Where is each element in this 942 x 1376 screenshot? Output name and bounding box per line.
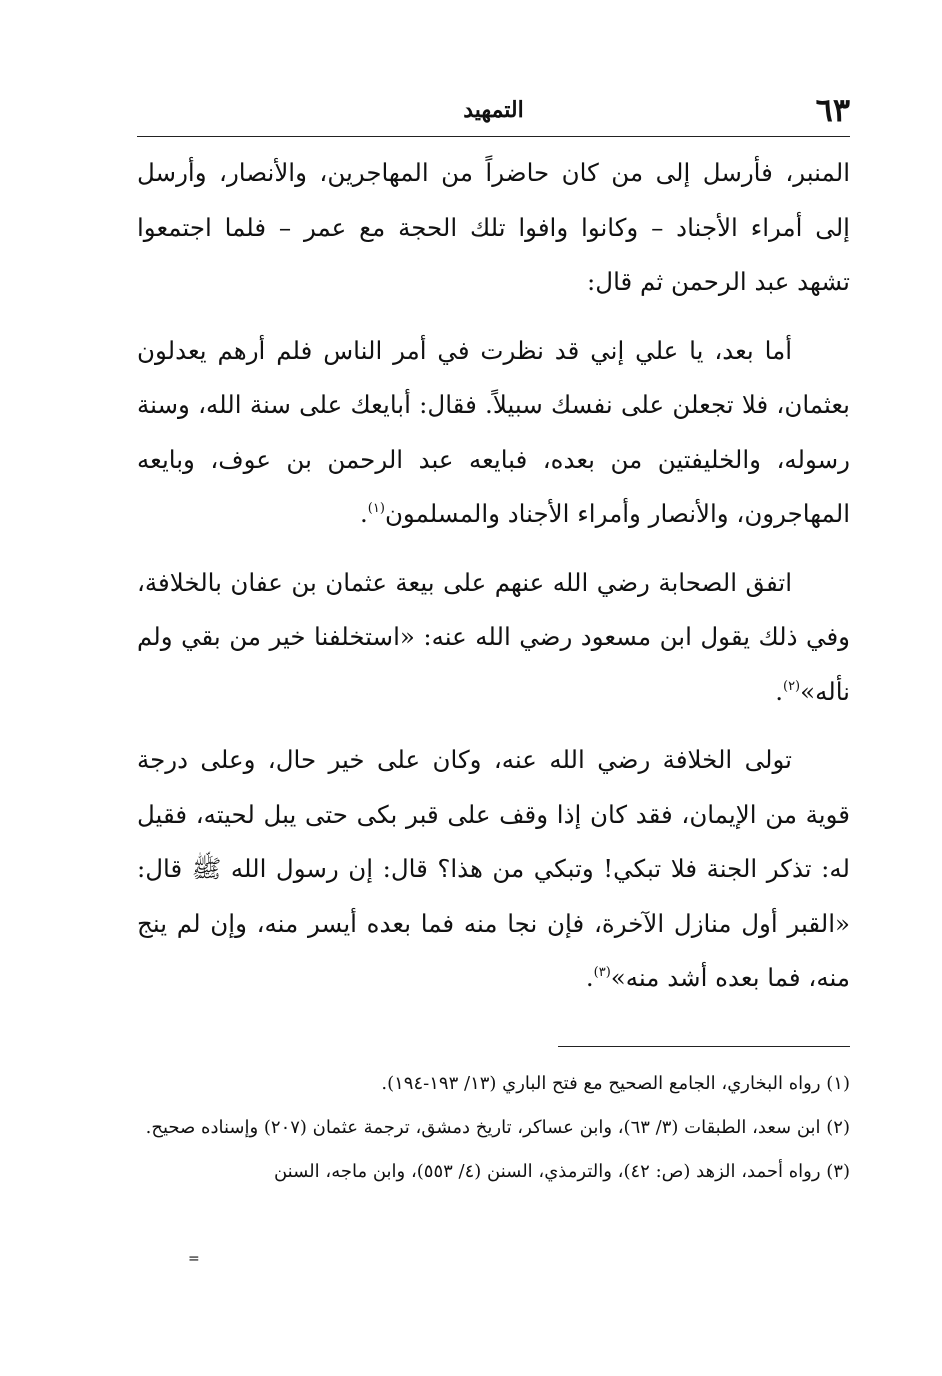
page-header (137, 88, 850, 137)
footnote-continuation-mark: = (188, 1251, 200, 1267)
paragraph-4-text: تولى الخلافة رضي الله عنه، وكان على خير حال، وعلى درجة قوية من الإيمان، فقد كان إذا وقف على قبر بكى حتى يبل لحيته، فقيل له: تذكر الجنة فلا تبكي! وتبكي من هذا؟ قال: إن رسول الله ﷺ قال: «القبر أول منازل الآخرة، فإن نجا منه فما بعده أيسر منه، وإن لم ينج منه، فما بعده أشد منه» (137, 745, 850, 992)
footnote-ref-2: (٢) (782, 678, 801, 694)
paragraph-1 (137, 146, 850, 310)
paragraph-3-text: اتفق الصحابة رضي الله عنهم على بيعة عثمان بن عفان بالخلافة، وفي ذلك يقول ابن مسعود رضي الله عنه: «استخلفنا خير من بقي ولم نأله» (137, 567, 850, 706)
page-number: ٦٣ (815, 91, 850, 129)
paragraph-1-text: المنبر، فأرسل إلى من كان حاضراً من المهاجرين، والأنصار، وأرسل إلى أمراء الأجناد – وكانوا وافوا تلك الحجة مع عمر – فلما اجتمعوا تشهد عبد الرحمن ثم قال: (137, 158, 850, 296)
paragraph-3 (137, 556, 850, 720)
paragraph-2 (137, 324, 850, 542)
footnote-ref-1: (١) (367, 501, 385, 516)
paragraph-4 (137, 733, 850, 1006)
paragraph-2-text: أما بعد، يا علي إني قد نظرت في أمر الناس فلم أرهم يعدلون بعثمان، فلا تجعلن على نفسك سبيلاً. فقال: أبايعك على سنة الله، وسنة رسوله، والخليفتين من بعده، فبايعه عبد الرحمن بن عوف، وبايعه المهاجرون، والأنصار وأمراء الأجناد والمسلمون (137, 335, 850, 528)
footnote-3: (٣) رواه أحمد، الزهد (ص: ٤٢)، والترمذي، السنن (٤/ ٥٥٣)، وابن ماجه، السنن (273, 1161, 850, 1182)
footnote-separator (558, 1046, 850, 1047)
running-title: التمهيد (463, 97, 524, 123)
footnotes (137, 1062, 850, 1194)
footnote-1: (١) رواه البخاري، الجامع الصحيح مع فتح الباري (١٣/ ١٩٣-١٩٤). (381, 1073, 850, 1094)
footnote-2: (٢) ابن سعد، الطبقات (٣/ ٦٣)، وابن عساكر، تاريخ دمشق، ترجمة عثمان (٢٠٧) وإسناده صحيح. (145, 1117, 850, 1138)
paragraph-4-end: . (585, 963, 594, 992)
paragraph-2-end: . (360, 499, 368, 528)
main-text (137, 146, 850, 1020)
paragraph-3-end: . (775, 676, 783, 706)
footnote-ref-3: (٣) (593, 965, 611, 980)
